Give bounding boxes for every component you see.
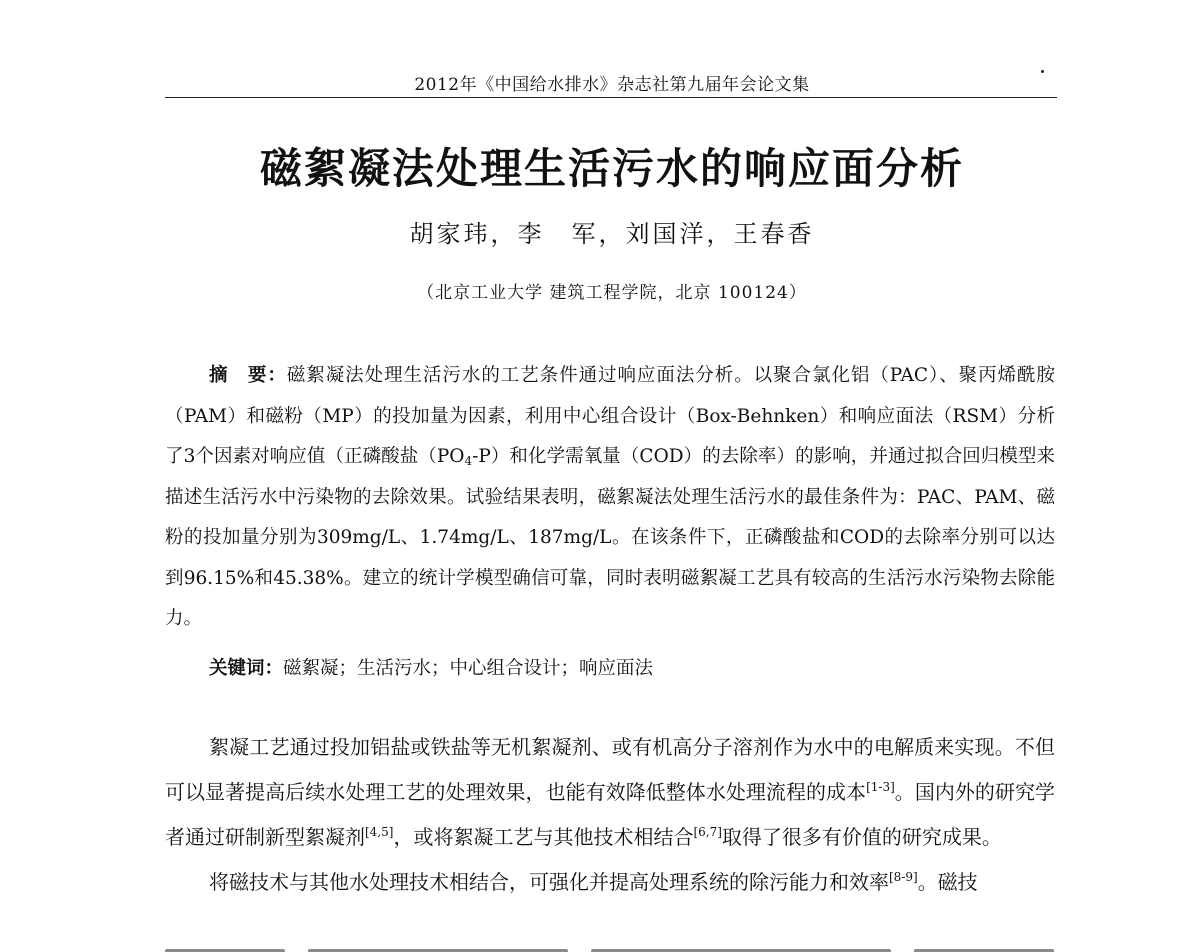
citation-1-3: [1-3]: [866, 780, 895, 794]
paper-affiliation: （北京工业大学 建筑工程学院，北京 100124）: [417, 283, 807, 303]
body-paragraph-1: [165, 725, 1055, 860]
body-p2-text-a: 将磁技术与其他水处理技术相结合，可强化并提高处理系统的除污能力和效率: [209, 870, 889, 894]
paper-title: 磁絮凝法处理生活污水的响应面分析: [259, 144, 964, 193]
body-p1-text-b: 。国内外的研究学者通过研制新型絮凝剂: [165, 780, 1056, 849]
po4-subscript: 4: [464, 454, 473, 468]
keywords-text: 磁絮凝；生活污水；中心组合设计；响应面法: [283, 658, 654, 679]
running-header: 2012年《中国给水排水》杂志社第九届年会论文集: [414, 75, 810, 95]
keywords-label: 关键词：: [209, 658, 284, 679]
body-p1-text-d: 取得了很多有价值的研究成果。: [721, 825, 1002, 849]
abstract-text-part-1: 磁絮凝法处理生活污水的工艺条件通过响应面法分析。以聚合氯化铝（PAC）、聚丙烯酰胺（PAM）和磁粉（MP）的投加量为因素，利用中心组合设计（Box-Behnken）和响应面法（RSM）分析了3个因素对响应值（正磷酸盐（PO: [165, 365, 1055, 467]
body-p1-text-a: 絮凝工艺通过投加铝盐或铁盐等无机絮凝剂、或有机高分子溶剂作为水中的电解质来实现。不但可以显著提高后续水处理工艺的处理效果，也能有效降低整体水处理流程的成本: [165, 735, 1055, 804]
abstract-label: 摘 要：: [209, 365, 287, 386]
body-p1-text-c: ，或将絮凝工艺与其他技术相结合: [393, 825, 694, 849]
scan-speck: [1041, 70, 1044, 73]
cut-off-text-line: [165, 938, 1055, 952]
body-paragraph-2: [165, 860, 1055, 905]
body-p2-text-b: 。磁技: [917, 870, 978, 894]
header-rule: [165, 97, 1057, 98]
keywords: [209, 649, 1055, 689]
citation-6-7: [6,7]: [693, 825, 722, 839]
abstract-text-part-2: -P）和化学需氧量（COD）的去除率）的影响，并通过拟合回归模型来描述生活污水中污染物的去除效果。试验结果表明，磁絮凝法处理生活污水的最佳条件为：PAC、PAM、磁粉的投加量分别为309mg/L、1.74mg/L、187mg/L。在该条件下，正磷酸盐和COD的去除率分别可以达到96.15%和45.38%。建立的统计学模型确信可靠，同时表明磁絮凝工艺具有较高的生活污水污染物去除能力。: [165, 446, 1055, 629]
citation-8-9: [8-9]: [889, 870, 918, 884]
paper-authors: 胡家玮，李 军，刘国洋，王春香: [409, 220, 815, 248]
abstract: [165, 356, 1055, 640]
body-text: [165, 725, 1055, 905]
citation-4-5: [4,5]: [365, 825, 394, 839]
